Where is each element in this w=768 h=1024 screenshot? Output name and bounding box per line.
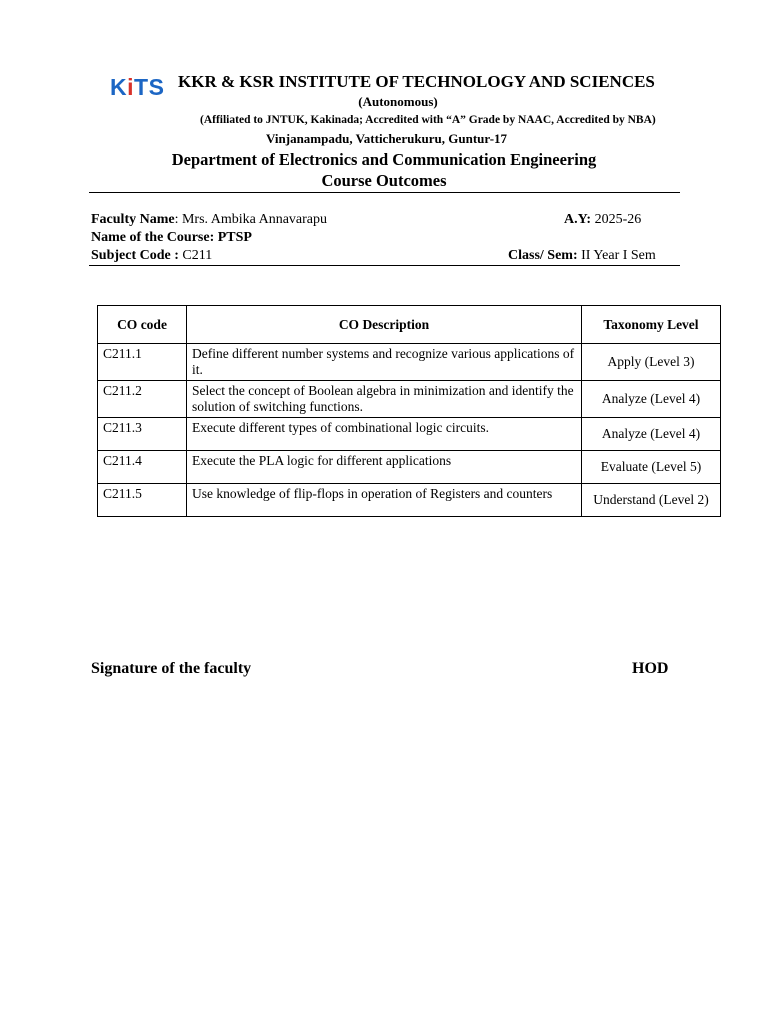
department-title: Department of Electronics and Communication Engineering [171, 150, 597, 169]
academic-year-label: A.Y: [564, 212, 592, 227]
class-sem [508, 247, 656, 265]
faculty-name-value: : Mrs. Ambika Annavarapu [174, 212, 328, 227]
info-divider [89, 265, 680, 266]
taxonomy-cell: Analyze (Level 4) [582, 418, 721, 451]
faculty-signature-label: Signature of the faculty [91, 660, 252, 677]
class-sem-label: Class/ Sem: [508, 248, 578, 263]
header-divider [89, 192, 680, 193]
taxonomy-cell: Apply (Level 3) [582, 344, 721, 381]
faculty-name [91, 211, 327, 229]
faculty-name-label: Faculty Name [91, 212, 175, 227]
taxonomy-cell: Analyze (Level 4) [582, 381, 721, 418]
co-description-cell: Execute different types of combinational logic circuits. [187, 418, 582, 451]
header-co-description: CO Description [187, 306, 582, 344]
co-description-cell: Execute the PLA logic for different applications [187, 451, 582, 484]
co-code-cell: C211.2 [98, 381, 187, 418]
affiliation-text: (Affiliated to JNTUK, Kakinada; Accredited with “A” Grade by NAAC, Accredited by NBA) [200, 114, 656, 126]
co-code-cell: C211.5 [98, 484, 187, 517]
course-name: Name of the Course: PTSP [91, 230, 252, 245]
course-outcomes-table [97, 305, 721, 517]
class-sem-value: II Year I Sem [577, 248, 656, 263]
table-row [98, 451, 721, 484]
table-row [98, 484, 721, 517]
table-row [98, 344, 721, 381]
co-description-cell: Define different number systems and recognize various applications of it. [187, 344, 582, 381]
autonomous-label: (Autonomous) [358, 94, 438, 109]
institute-name: KKR & KSR INSTITUTE OF TECHNOLOGY AND SCIENCES [178, 72, 655, 91]
co-code-cell: C211.1 [98, 344, 187, 381]
academic-year-value: 2025-26 [591, 212, 642, 227]
co-code-cell: C211.4 [98, 451, 187, 484]
subject-code-label: Subject Code : [91, 248, 179, 263]
header-taxonomy-level: Taxonomy Level [582, 306, 721, 344]
co-code-cell: C211.3 [98, 418, 187, 451]
taxonomy-cell: Evaluate (Level 5) [582, 451, 721, 484]
hod-signature-label: HOD [632, 660, 669, 677]
subject-code [91, 247, 212, 265]
address-text: Vinjanampadu, Vatticherukuru, Guntur-17 [266, 131, 508, 146]
table-row [98, 418, 721, 451]
table-row [98, 381, 721, 418]
taxonomy-cell: Understand (Level 2) [582, 484, 721, 517]
co-description-cell: Use knowledge of flip-flops in operation of Registers and counters [187, 484, 582, 517]
subject-code-value: C211 [178, 248, 213, 263]
kits-logo: KiTS [110, 74, 165, 100]
academic-year [564, 211, 641, 229]
co-description-cell: Select the concept of Boolean algebra in minimization and identify the solution of switching functions. [187, 381, 582, 418]
table-header-row [98, 306, 721, 344]
document-title: Course Outcomes [321, 171, 447, 190]
header-co-code: CO code [98, 306, 187, 344]
